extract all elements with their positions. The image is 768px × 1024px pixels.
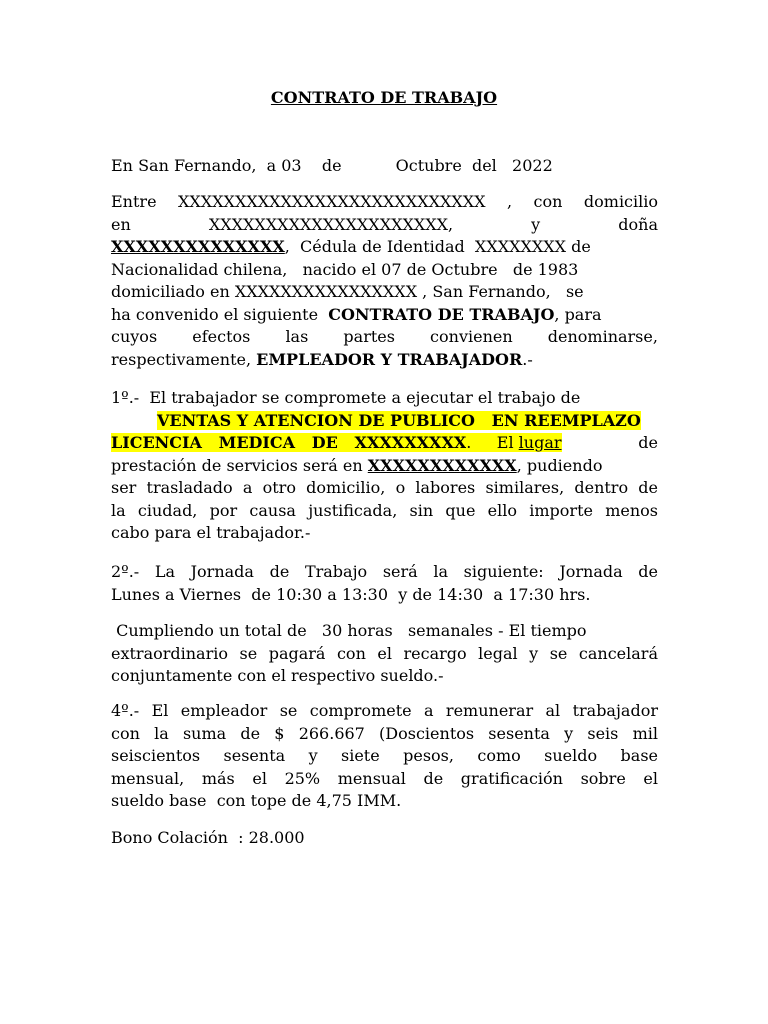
bono-colacion: Bono Colación : 28.000 [111, 828, 305, 847]
parties-line-2-a: en [111, 214, 131, 234]
clause-4 [111, 700, 658, 813]
parties-line-2-c: y [531, 214, 541, 234]
clause-4-line-1: 4º.- El empleador se compromete a remunerar al trabajador [111, 701, 658, 720]
parties-line-8 [111, 349, 658, 372]
parties-paragraph [111, 191, 658, 371]
parties-line-2-d: doña [618, 214, 658, 234]
clause-2-line-1: 2º.- La Jornada de Trabajo será la siguiente: Jornada de [111, 562, 658, 581]
clause-4-line-5: sueldo base con tope de 4,75 IMM. [111, 791, 402, 810]
clause-1-line-4-a: prestación de servicios será en [111, 455, 368, 475]
clause-1-line-1: 1º.- El trabajador se compromete a ejecutar el trabajo de [111, 388, 581, 407]
clause-2 [111, 561, 658, 606]
clause-1-line-3-rest: . El [466, 433, 519, 452]
clause-1-line-3-end: de [633, 433, 658, 452]
job-description: VENTAS Y ATENCION DE PUBLICO EN REEMPLAZO [157, 410, 641, 430]
parties-line-7-word: cuyos [111, 327, 158, 346]
contract-type: CONTRATO DE TRABAJO [328, 304, 555, 324]
clause-1-line-6: la ciudad, por causa justificada, sin que ello importe menos [111, 500, 658, 520]
parties-line-7 [111, 326, 658, 349]
party-name: XXXXXXXXXXXXXX [111, 237, 285, 256]
clause-4-line-2: con la suma de $ 266.667 (Doscientos sesenta y seis mil [111, 723, 658, 743]
parties-line-8-a: respectivamente, [111, 349, 257, 369]
parties-line-6 [111, 304, 658, 327]
clause-4-line-3: seiscientos sesenta y siete pesos, como sueldo base [111, 746, 658, 765]
parties-line-7-word: convienen [430, 327, 513, 346]
parties-line-1: Entre XXXXXXXXXXXXXXXXXXXXXXXXXXX , con domicilio [111, 192, 658, 211]
clause-4-line-4: mensual, más el 25% mensual de gratificación sobre el [111, 768, 658, 788]
parties-line-6-a: ha convenido el siguiente [111, 304, 329, 324]
roles: EMPLEADOR Y TRABAJADOR [256, 349, 523, 369]
clause-1-line-4-c: , pudiendo [516, 455, 603, 475]
clause-1-line-3 [111, 432, 658, 455]
clause-3-line-2: extraordinario se pagará con el recargo legal y se cancelará [111, 643, 658, 663]
clause-1-line-7: cabo para el trabajador.- [111, 523, 311, 542]
parties-line-2 [111, 214, 658, 237]
clause-1-line-5: ser trasladado a otro domicilio, o labores similares, dentro de [111, 478, 658, 497]
parties-line-3 [111, 236, 658, 259]
date-month-year: Octubre del 2022 [395, 156, 553, 175]
clause-2-line-2: Lunes a Viernes de 10:30 a 13:30 y de 14:30 a 17:30 hrs. [111, 584, 591, 604]
license-holder: LICENCIA MEDICA DE XXXXXXXXX [111, 433, 467, 452]
parties-line-6-c: , para [554, 304, 602, 324]
party-id: , Cédula de Identidad XXXXXXXX de [284, 237, 591, 256]
clause-3-line-3: conjuntamente con el respectivo sueldo.- [111, 666, 444, 685]
clause-1-line-2 [111, 410, 658, 433]
parties-line-2-b: XXXXXXXXXXXXXXXXXXXXX, [208, 214, 454, 234]
clause-3-line-1: Cumpliendo un total de 30 horas semanales - El tiempo [111, 621, 587, 640]
document-title: CONTRATO DE TRABAJO [270, 88, 498, 107]
parties-line-5: domiciliado en XXXXXXXXXXXXXXXX , San Fernando, se [111, 282, 584, 301]
clause-1 [111, 387, 658, 545]
parties-line-7-word: las [285, 327, 309, 346]
parties-line-4: Nacionalidad chilena, nacido el 07 de Octubre de 1983 [111, 259, 579, 279]
date-line [111, 155, 658, 178]
parties-line-7-word: partes [343, 327, 395, 346]
clause-1-lugar: lugar [518, 433, 562, 452]
parties-line-7-word: denominarse, [547, 327, 658, 346]
parties-line-7-word: efectos [192, 327, 251, 346]
clause-1-line-4 [111, 455, 658, 478]
work-location: XXXXXXXXXXXX [367, 455, 517, 475]
parties-line-8-c: .- [522, 349, 533, 369]
date-prefix: En San Fernando, a 03 de [111, 156, 342, 175]
clause-3 [111, 620, 658, 688]
